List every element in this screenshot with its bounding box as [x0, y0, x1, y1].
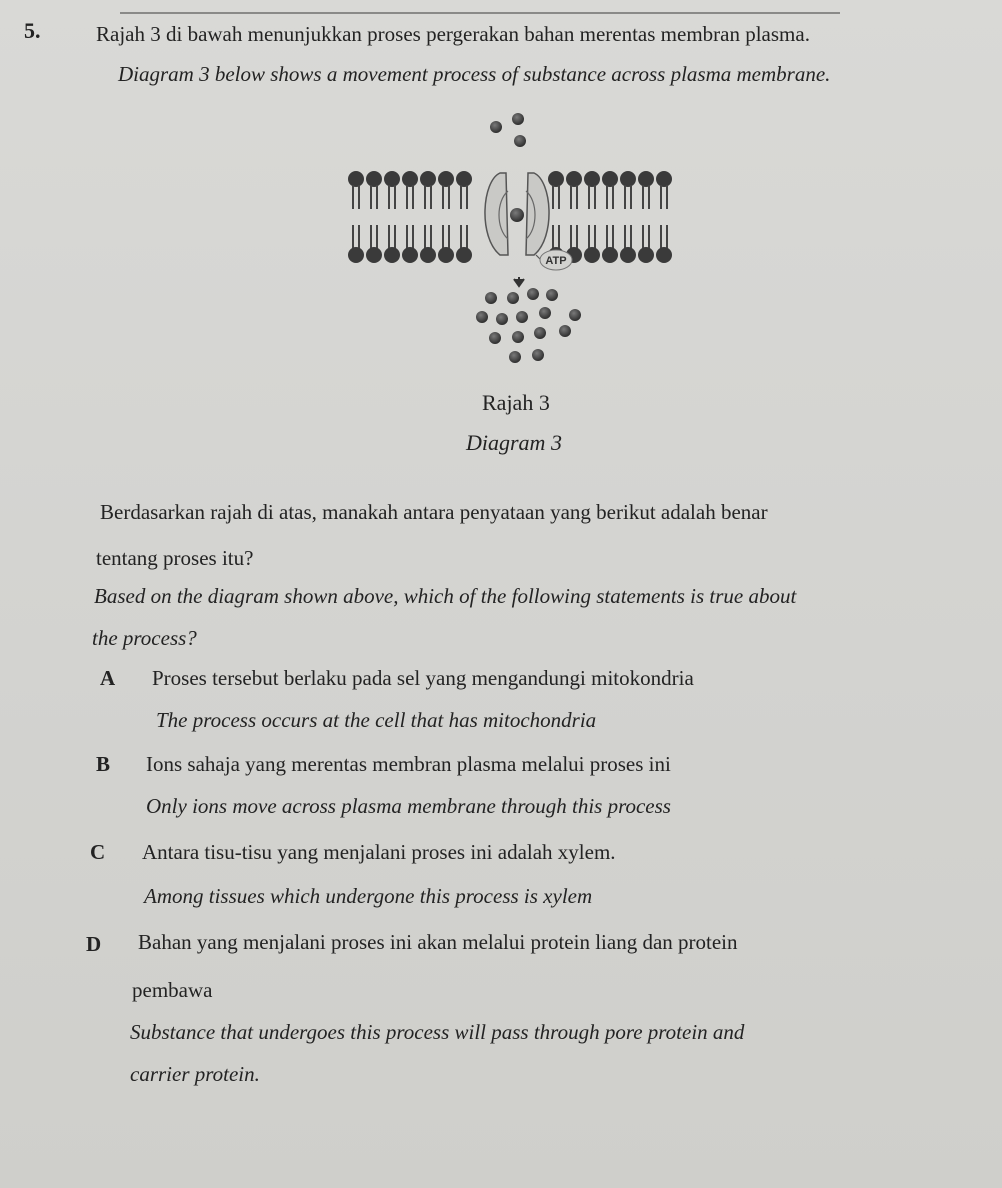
diagram-caption-english: Diagram 3	[466, 430, 562, 455]
question-number: 5.	[24, 18, 41, 43]
question-intro-english: Diagram 3 below shows a movement process of substance across plasma membrane.	[118, 62, 831, 86]
option-c-letter: C	[90, 840, 106, 864]
option-d-english-line2: carrier protein.	[130, 1062, 260, 1086]
option-b-letter: B	[96, 752, 111, 776]
carrier-protein	[485, 173, 549, 255]
option-c-malay: Antara tisu-tisu yang menjalani proses ini adalah xylem.	[142, 840, 616, 864]
diagram-caption-malay: Rajah 3	[482, 390, 550, 415]
option-a-english: The process occurs at the cell that has mitochondria	[156, 708, 597, 732]
outside-molecules	[490, 113, 526, 147]
arrow-down-icon	[514, 277, 524, 286]
phospholipid-bilayer-left	[348, 171, 472, 263]
option-a-malay: Proses tersebut berlaku pada sel yang mengandungi mitokondria	[152, 666, 694, 690]
question-intro-malay: Rajah 3 di bawah menunjukkan proses pergerakan bahan merentas membran plasma.	[96, 22, 810, 46]
stem-malay-line1: Berdasarkan rajah di atas, manakah antara penyataan yang berikut adalah benar	[100, 500, 768, 524]
option-d-malay-line2: pembawa	[132, 978, 213, 1002]
inside-molecules	[476, 288, 581, 363]
option-a-letter: A	[100, 666, 116, 690]
option-d-malay-line1: Bahan yang menjalani proses ini akan melalui protein liang dan protein	[138, 930, 738, 954]
stem-english-line2: the process?	[92, 626, 197, 650]
option-c-english: Among tissues which undergone this process is xylem	[144, 884, 593, 908]
stem-english-line1: Based on the diagram shown above, which of the following statements is true about	[94, 584, 797, 608]
atp-label: ATP	[545, 255, 567, 267]
top-border-line	[120, 12, 840, 14]
stem-malay-line2: tentang proses itu?	[96, 546, 254, 570]
option-b-malay: Ions sahaja yang merentas membran plasma melalui proses ini	[146, 752, 671, 776]
option-b-english: Only ions move across plasma membrane through this process	[146, 794, 671, 818]
phospholipid-bilayer-right	[548, 171, 672, 263]
atp-label-group	[536, 250, 572, 270]
membrane-diagram	[330, 105, 710, 385]
option-d-english-line1: Substance that undergoes this process will pass through pore protein and	[130, 1020, 745, 1044]
option-d-letter: D	[86, 932, 102, 956]
